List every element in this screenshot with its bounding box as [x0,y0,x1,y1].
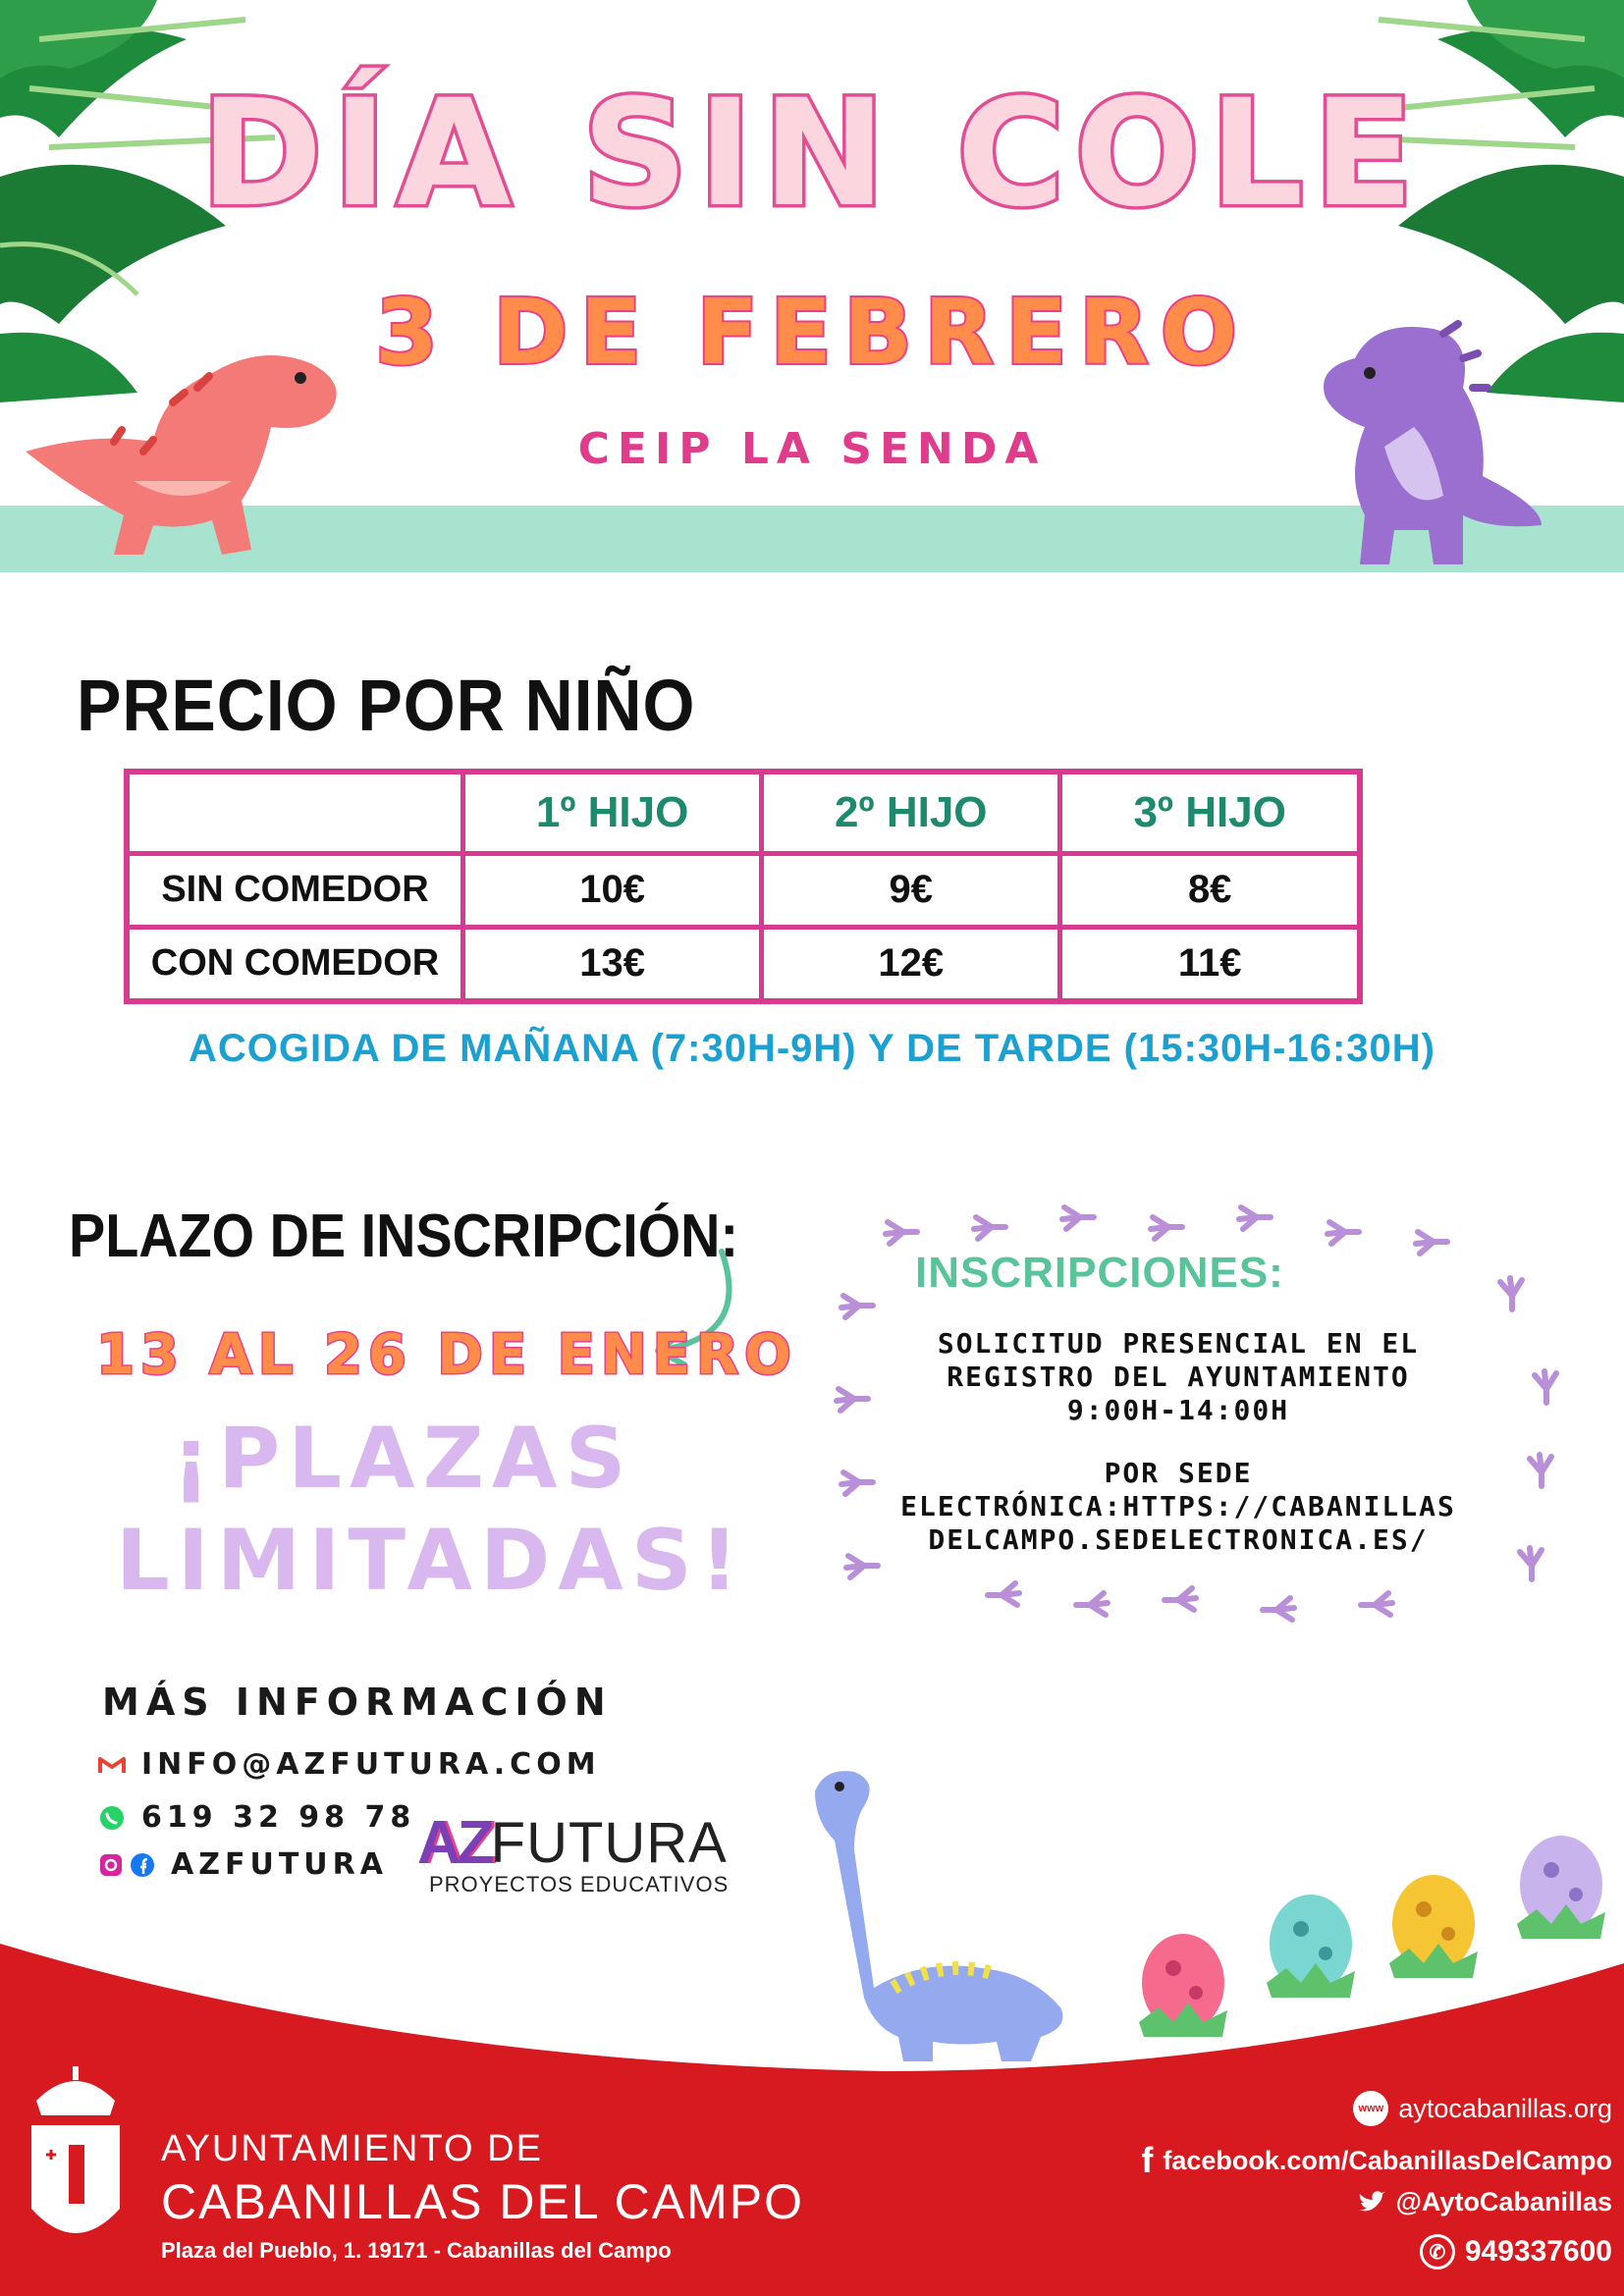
registration-period-heading: PLAZO DE INSCRIPCIÓN: [69,1202,739,1270]
social-line [98,1847,388,1882]
price-row-label: CON COMEDOR [127,927,463,1001]
price-table-header-row [127,772,1360,853]
price-column-header: 2º HIJO [762,772,1060,853]
footer-address: Plaza del Pueblo, 1. 19171 - Cabanillas del Campo [161,2238,672,2263]
az-mark: AZ [417,1809,491,1877]
limited-places-line2: LIMITADAS! [116,1512,747,1610]
price-row-label: SIN COMEDOR [127,853,463,927]
price-cell: 12€ [762,927,1060,1001]
in-person-registration-text [864,1327,1492,1427]
egg-lilac [1517,1836,1605,1939]
price-column-header: 1º HIJO [463,772,762,853]
whatsapp-icon [98,1804,126,1832]
footer-phone-text: 949337600 [1464,2235,1612,2268]
registration-dates: 13 AL 26 DE ENERO [96,1323,797,1387]
inscriptions-heading: INSCRIPCIONES: [915,1249,1284,1297]
price-table-row [127,927,1360,1001]
egg-yellow [1389,1875,1478,1978]
instagram-icon [98,1852,124,1878]
school-name: CEIP LA SENDA [577,424,1047,474]
limited-places-line1: ¡PLAZAS [172,1410,634,1508]
web-text: aytocabanillas.org [1398,2093,1612,2123]
text-line: ELECTRÓNICA:HTTPS://CABANILLAS [900,1490,1456,1522]
twitter-text: @AytoCabanillas [1395,2187,1612,2216]
acogida-hours: ACOGIDA DE MAÑANA (7:30H-9H) Y DE TARDE (15:30H-16:30H) [188,1027,1436,1070]
price-table [124,769,1363,1004]
gmail-icon [98,1755,126,1775]
more-info-heading: MÁS INFORMACIÓN [102,1681,613,1724]
event-title: DÍA SIN COLE [200,69,1424,240]
azfutura-logo [417,1808,729,1897]
facebook-icon [130,1852,155,1878]
price-cell: 10€ [463,853,762,927]
price-cell: 11€ [1060,927,1360,1001]
dino-eggs-illustration [1129,1826,1620,2061]
facebook-text: facebook.com/CabanillasDelCampo [1163,2145,1612,2175]
footer-org-line2: CABANILLAS DEL CAMPO [161,2174,805,2229]
email-text[interactable]: INFO@AZFUTURA.COM [141,1747,601,1782]
facebook-f-icon: f [1141,2140,1154,2180]
online-registration-text [864,1457,1492,1557]
text-line: DELCAMPO.SEDELECTRONICA.ES/ [928,1523,1429,1556]
text-line: SOLICITUD PRESENCIAL EN EL [937,1327,1420,1360]
text-line: 9:00H-14:00H [1066,1394,1290,1426]
blue-dinosaur-illustration [795,1762,1090,2076]
web-icon: www [1353,2091,1388,2126]
price-cell: 13€ [463,927,762,1001]
footer-web[interactable] [1353,2091,1612,2126]
footer-phone[interactable] [1420,2234,1612,2269]
phone-line [98,1800,415,1835]
price-table-row [127,853,1360,927]
phone-text[interactable]: 619 32 98 78 [141,1800,416,1835]
az-name: FUTURA [490,1811,728,1875]
egg-teal [1267,1895,1355,1998]
price-cell: 9€ [762,853,1060,927]
price-table-corner-cell [127,772,463,853]
price-cell: 8€ [1060,853,1360,927]
price-column-header: 3º HIJO [1060,772,1360,853]
text-line: POR SEDE [1104,1457,1253,1489]
social-handle[interactable]: AZFUTURA [171,1847,388,1882]
footer-twitter[interactable] [1357,2187,1612,2217]
price-heading: PRECIO POR NIÑO [77,665,696,746]
phone-icon: ✆ [1420,2234,1455,2269]
text-line: REGISTRO DEL AYUNTAMIENTO [947,1361,1410,1393]
footer-facebook[interactable] [1141,2140,1612,2181]
twitter-icon [1357,2190,1386,2216]
cabanillas-coat-of-arms-icon [22,2061,130,2258]
event-date: 3 DE FEBRERO [375,280,1249,385]
egg-pink [1139,1934,1227,2037]
email-line [98,1747,601,1782]
footer-org-line1: AYUNTAMIENTO DE [161,2128,543,2169]
az-tagline: PROYECTOS EDUCATIVOS [429,1872,730,1896]
